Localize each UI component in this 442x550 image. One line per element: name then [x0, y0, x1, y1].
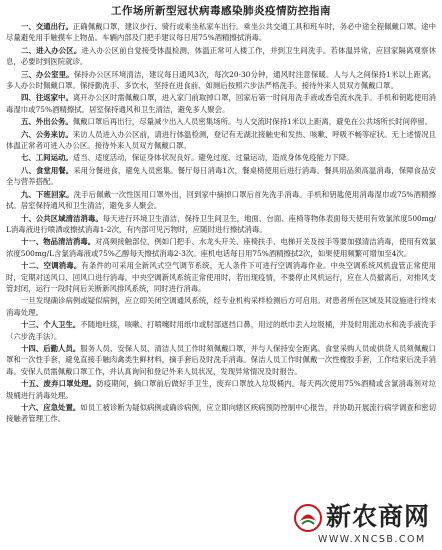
section-heading: 三、办公室里。 — [21, 69, 74, 79]
section-body: 服务人员、安保人员、清洁人员工作时须佩戴口罩，并与人保持安全距离。食堂采购人员或供货人员须佩戴口罩和一次性手套，避免直接手触肉禽类生鲜材料，摘手套后及时洗手消毒。保洁人员工作时佩戴一次性橡胶手套，工作结束后洗手消毒。安保人员需佩戴口罩工作，并认真询问和登记外来人员状况，发现异常情况及时报告。 — [6, 343, 436, 376]
brand-name: 新农商网 — [326, 502, 431, 531]
section-body: 有条件的可采用全新风式空气调节系统，无人条件下可进行空调消毒作业。中央空调系统风机盘管正常使用时，定期对送风口、回风口进行消毒。中央空调新风系统正常使用时，若出现疫情，不要停止风机运行，应在人员撤离后，对排风支管封闭，运行一段时间后关断新风排风系统，同时进行消毒。 — [6, 261, 436, 293]
section-paragraph — [6, 378, 436, 401]
section-paragraph — [6, 319, 436, 342]
section-heading: 六、公务来访。 — [21, 129, 73, 139]
document-title: 工作场所新型冠状病毒感染肺炎疫情防控指南 — [111, 5, 331, 17]
section-heading: 十二、空调消毒。 — [21, 261, 82, 271]
section-body: 每天进行环境卫生清洁，保持卫生间卫生，地面、台面、座椅等物体表面每天使用有效氯浓度500mg/L消毒液进行喷洒或擦拭消毒1-2次，有内部可见污物时，应随时进行擦拭消毒。 — [6, 213, 436, 234]
section-body: 进入办公区前自觉接受体温检测，体温正常可入楼工作，并到卫生间洗手。若体温异常，应回家隔离观察休息，必要时到医院就诊。 — [6, 45, 436, 67]
section-heading: 五、外出公务。 — [21, 117, 73, 127]
section-body: 保持办公区环境清洁，建议每日通风3次，每次20-30分钟，通风时注意保暖。人与人之间保持1米以上距离，多人办公时佩戴口罩。保持勤洗手、多饮水，坚持在进食前、如厕后按照六步法严格洗手。接待外来人员双方佩戴口罩。 — [6, 69, 436, 91]
section-body: 采用分餐进食，避免人员密集。餐厅每日消毒1次，餐桌椅使用后进行消毒。餐具用品须高温消毒，保障食品安全与营养搭配。 — [6, 165, 436, 187]
section-paragraph — [6, 69, 436, 92]
section-body: 如员工被诊断为疑似病例或确诊病例，应立即向辖区疾病预防控制中心报告，并协助开展流行病学调查和密切接触者管理工作。 — [6, 403, 436, 424]
brand-url: WWW.XNCSB.COM — [318, 534, 426, 545]
section-heading: 二、进入办公区。 — [21, 45, 82, 55]
section-paragraph — [6, 260, 436, 294]
section-paragraph — [6, 213, 436, 236]
section-body: 适当、适度活动，保证身体状况良好。避免过度、过量运动，造成身体免疫能力下降。 — [72, 153, 354, 163]
section-heading: 十五、废弃口罩处理。 — [21, 379, 97, 389]
section-paragraph — [6, 402, 436, 425]
site-watermark — [288, 502, 438, 548]
brand-logo-icon — [294, 504, 322, 532]
section-heading: 十、公共区域清洁消毒。 — [21, 213, 103, 223]
section-body: 佩戴口罩后再出行，尽量减少出入人员密集场所。与人交流时保持1米以上距离，避免在公共场所长时间停留。 — [72, 117, 433, 127]
section-paragraph — [6, 295, 436, 318]
section-body: 来访人员进入办公区前，请进行体温检测，登记有无湖北接触史和发热、咳嗽、呼吸不畅等症状。无上述情况且体温正常者可进入办公区。接待外来人员双方佩戴口罩。 — [6, 129, 436, 151]
section-body: 离开办公区时需佩戴口罩，进入家门前取掉口罩，回家后第一时间用洗手液或香皂流水洗手。手机和钥匙使用消毒湿巾或75%酒精擦拭。居室保持通风和卫生清洁，避免多人聚会。 — [6, 93, 436, 114]
sections-container — [6, 21, 436, 425]
section-body: 不随地吐痰，咳嗽、打喷嚏时用纸巾或肘部遮挡口鼻，用过的纸巾丢入垃圾桶，并及时用流动水和洗手液洗手（六步洗手法）。 — [6, 320, 436, 341]
section-paragraph — [6, 45, 436, 68]
section-paragraph — [6, 189, 436, 212]
section-paragraph — [6, 92, 436, 115]
section-body: 洗手后佩戴一次性医用口罩外出，回到家中摘掉口罩后首先洗手消毒。手机和钥匙使用消毒湿巾或75%酒精擦拭。居室保持通风和卫生清洁，避免多人聚会。 — [6, 189, 436, 211]
section-body: 正确佩戴口罩，建议步行、骑行或乘坐私家车出行。乘坐公共交通工具和班车时，务必中途全程佩戴口罩。途中尽量避免用手触摸车上物品。车辆内部及门把手建议每日用75%酒精擦拭消毒。 — [6, 22, 436, 43]
section-paragraph — [6, 236, 436, 259]
section-paragraph — [6, 343, 436, 377]
section-paragraph — [6, 152, 436, 163]
section-body: 对高频接触部位，例如门把手、水龙头开关、座椅扶手、电梯开关及按手等要加强清洁消毒，使用有效氯浓度500mg/L含氯消毒液或75%乙醇每天擦拭消毒2-3次。座机电话每日用75%酒精擦拭2次，如果使用频繁可增加至4次。 — [6, 237, 436, 258]
section-paragraph — [6, 165, 436, 188]
section-heading: 九、下班回家。 — [21, 189, 74, 199]
section-heading: 十四、后勤人员。 — [21, 343, 81, 353]
section-paragraph — [6, 116, 436, 127]
section-heading: 十三、个人卫生。 — [21, 320, 81, 330]
section-body: 防疫期间，摘口罩前后做好手卫生，废弃口罩放入垃圾桶内，每天两次使用75%酒精或含氯消毒剂对垃圾桶进行消毒处理。 — [6, 379, 436, 400]
section-body: 一旦发现确诊病例或疑似病例，应立即关闭空调通风系统，经专业机构采样检测后方可启用。对患者所在区域及其设施进行终末消毒处理。 — [6, 296, 436, 317]
section-heading: 八、食堂用餐。 — [21, 165, 74, 175]
section-heading: 一、交通出行。 — [21, 22, 73, 31]
section-heading: 七、工间运动。 — [21, 153, 73, 163]
section-heading: 十一、物品清洁消毒。 — [21, 237, 96, 247]
section-heading: 十六、应急处置。 — [21, 403, 81, 412]
section-heading: 四、往返家中。 — [21, 93, 73, 103]
section-paragraph — [6, 21, 436, 44]
section-paragraph — [6, 129, 436, 152]
